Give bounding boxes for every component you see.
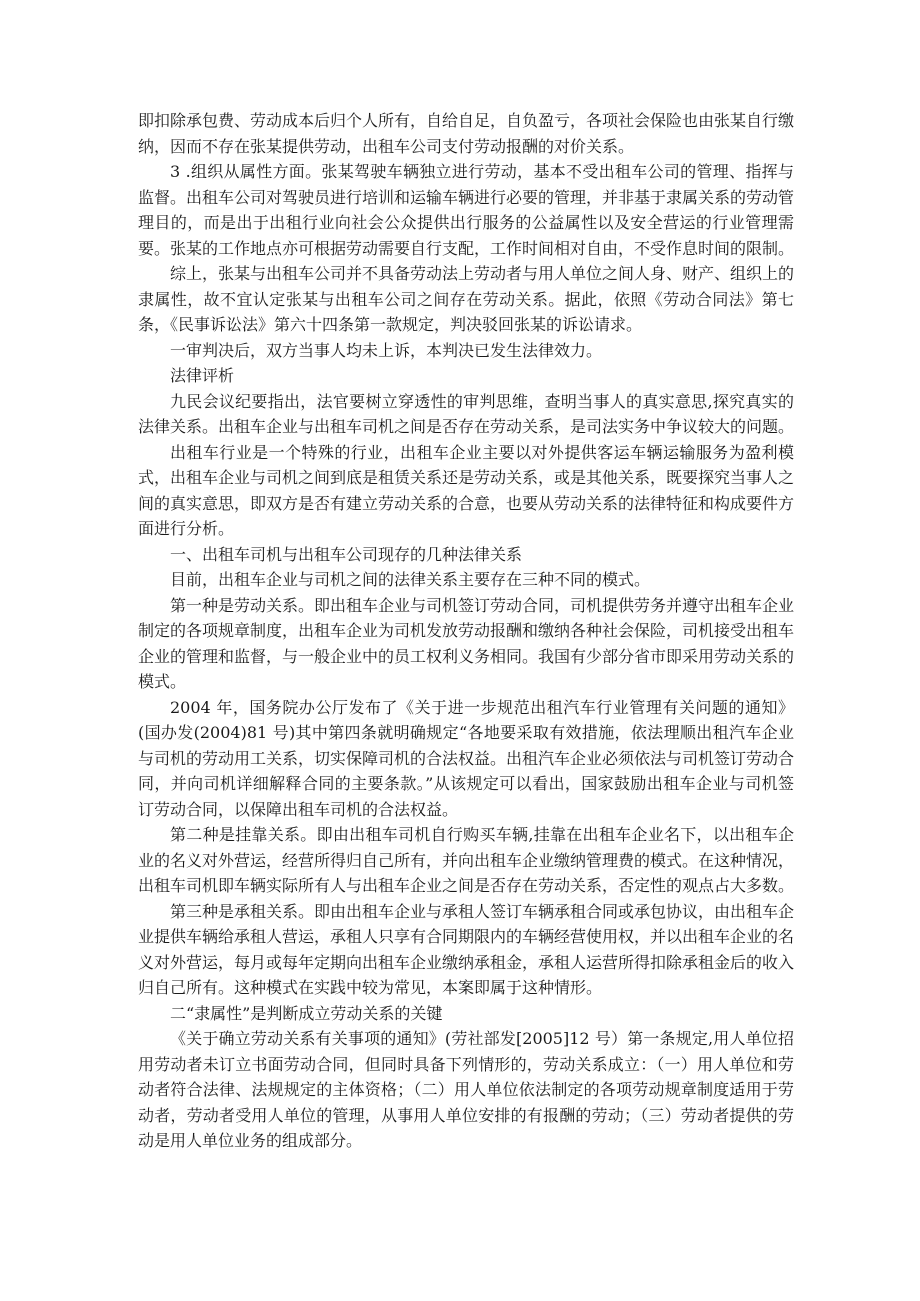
document-body (138, 108, 794, 1154)
section-heading: 一、出租车司机与出租车公司现存的几种法律关系 (170, 544, 523, 564)
paragraph: 一审判决后，双方当事人均未上诉，本判决已发生法律效力。 (170, 340, 603, 360)
paragraph: 即扣除承包费、劳动成本后归个人所有，自给自足，自负盈亏，各项社会保险也由张某自行缴纳，因而不存在张某提供劳动，出租车公司支付劳动报酬的对价关系。 (138, 111, 795, 156)
section-heading: 二“隶属性”是判断成立劳动关系的关键 (170, 1003, 443, 1023)
paragraph: 第三种是承租关系。即由出租车企业与承租人签订车辆承租合同或承包协议，由出租车企业提供车辆给承租人营运，承租人只享有合同期限内的车辆经营使用权，并以出租车企业的名义对外营运，每月或每年定期向出租车企业缴纳承租金，承租人运营所得扣除承租金后的收入归自己所有。这种模式在实践中较为常见，本案即属于这种情形。 (138, 901, 795, 997)
paragraph: 出租车行业是一个特殊的行业，出租车企业主要以对外提供客运车辆运输服务为盈利模式，出租车企业与司机之间到底是租赁关系还是劳动关系，或是其他关系，既要探究当事人之间的真实意思，即双方是否有建立劳动关系的合意，也要从劳动关系的法律特征和构成要件方面进行分析。 (138, 442, 795, 538)
paragraph: 2004 年，国务院办公厅发布了《关于进一步规范出租汽车行业管理有关问题的通知》(国办发(2004)81 号)其中第四条就明确规定“各地要采取有效措施，依法理顺出租汽车企业与司机的劳动用工关系，切实保障司机的合法权益。出租汽车企业必须依法与司机签订劳动合同，并向司机详细解释合同的主要条款。”从该规定可以看出，国家鼓励出租车企业与司机签订劳动合同，以保障出租车司机的合法权益。 (138, 697, 795, 819)
section-heading: 法律评析 (170, 366, 235, 385)
paragraph: 九民会议纪要指出，法官要树立穿透性的审判思维，查明当事人的真实意思,探究真实的法律关系。出租车企业与出租车司机之间是否存在劳动关系，是司法实务中争议较大的问题。 (138, 391, 795, 436)
paragraph: 3 .组织从属性方面。张某驾驶车辆独立进行劳动，基本不受出租车公司的管理、指挥与监督。出租车公司对驾驶员进行培训和运输车辆进行必要的管理，并非基于隶属关系的劳动管理目的，而是出于出租行业向社会公众提供出行服务的公益属性以及安全营运的行业管理需要。张某的工作地点亦可根据劳动需要自行支配，工作时间相对自由，不受作息时间的限制。 (138, 162, 795, 258)
paragraph: 第一种是劳动关系。即出租车企业与司机签订劳动合同，司机提供劳务并遵守出租车企业制定的各项规章制度，出租车企业为司机发放劳动报酬和缴纳各种社会保险，司机接受出租车企业的管理和监督，与一般企业中的员工权利义务相同。我国有少部分省市即采用劳动关系的模式。 (138, 595, 795, 691)
paragraph: 综上，张某与出租车公司并不具备劳动法上劳动者与用人单位之间人身、财产、组织上的隶属性，故不宜认定张某与出租车公司之间存在劳动关系。据此，依照《劳动合同法》第七条，《民事诉讼法》第六十四条第一款规定，判决驳回张某的诉讼请求。 (138, 264, 795, 334)
paragraph: 目前，出租车企业与司机之间的法律关系主要存在三种不同的模式。 (170, 570, 651, 589)
paragraph: 《关于确立劳动关系有关事项的通知》(劳社部发[2005]12 号）第一条规定,用人单位招用劳动者未订立书面劳动合同，但同时具备下列情形的，劳动关系成立：（一）用人单位和劳动者符合法律、法规规定的主体资格；（二）用人单位依法制定的各项劳动规章制度适用于劳动者，劳动者受用人单位的管理，从事用人单位安排的有报酬的劳动；（三）劳动者提供的劳动是用人单位业务的组成部分。 (138, 1029, 794, 1150)
paragraph: 第二种是挂靠关系。即由出租车司机自行购买车辆,挂靠在出租车企业名下，以出租车企业的名义对外营运，经营所得归自己所有，并向出租车企业缴纳管理费的模式。在这种情况，出租车司机即车辆实际所有人与出租车企业之间是否存在劳动关系，否定性的观点占大多数。 (138, 825, 795, 895)
